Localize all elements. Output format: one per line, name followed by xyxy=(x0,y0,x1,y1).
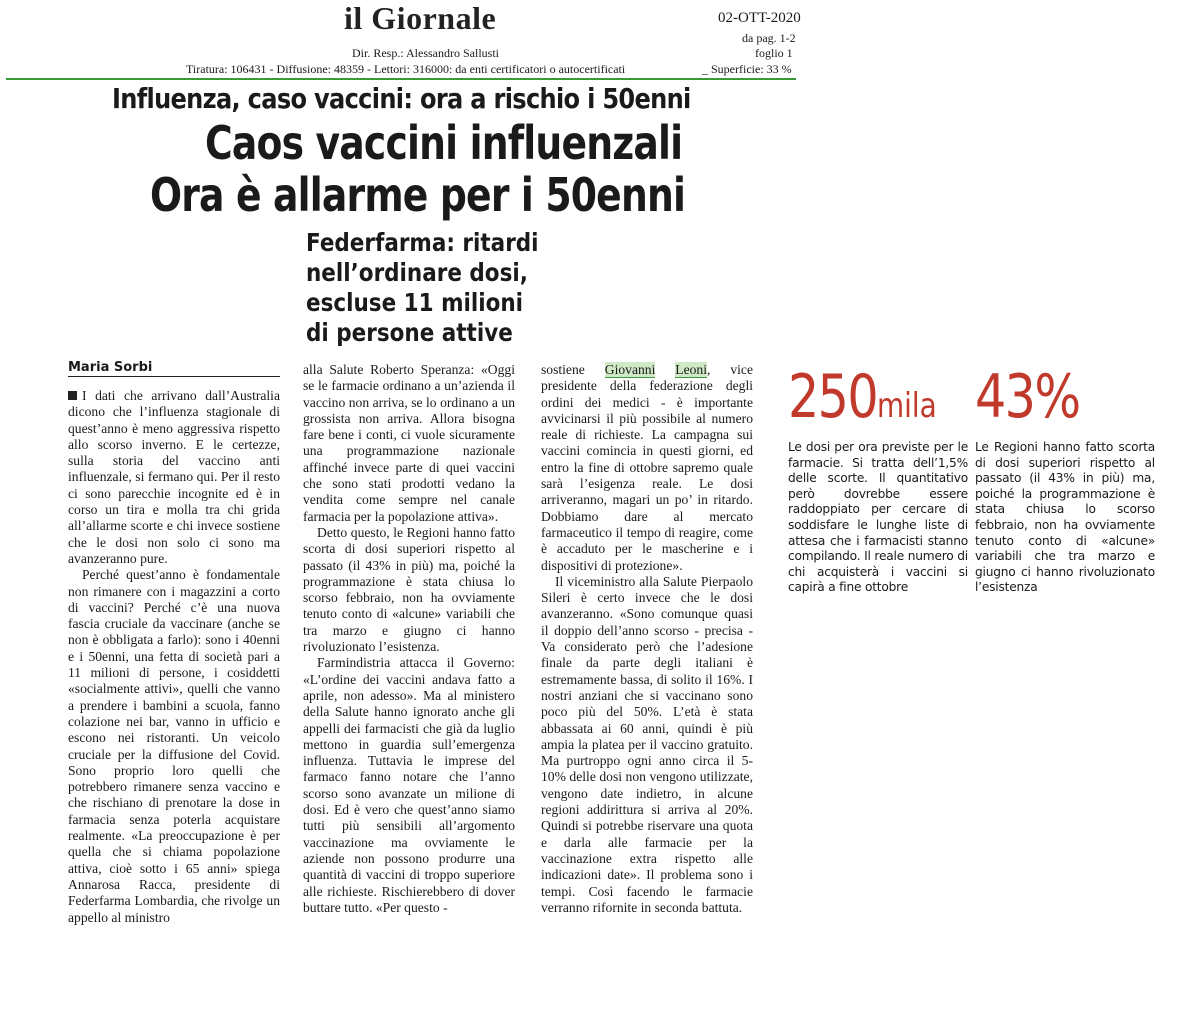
paragraph-text: sostiene xyxy=(541,362,605,377)
masthead-title: il Giornale xyxy=(344,0,497,36)
stat-number: 250 xyxy=(788,362,877,432)
paragraph: Farmindistria attacca il Governo: «L’ordine dei vaccini andava fatto a aprile, non adesso». Ma al ministero della Salute hanno ignorato anche gli appelli dei farmacisti che già da luglio mettono in guardia sull’emergenza influenza. Tuttavia le imprese del farmaco fanno notare che l’anno scorso sono avanzate un milione di dosi. Ed è vero che quest’anno siamo tutti più sensibili all’argomento vaccinazione ma ovviamente le aziende non possono produrre una quantità di vaccini di troppo superiore alle richieste. Rischierebbero di dover buttare tutto. «Per questo - xyxy=(303,655,515,915)
bullet-marker xyxy=(68,391,77,400)
paragraph: alla Salute Roberto Speranza: «Oggi se le farmacie ordinano a un’azienda il vaccino non arriva, se lo ordinano a un grossista non arriva. Allora bisogna fare bene i conti, ci vuole sicuramente una programmazione nazionale affinché invece parte di quei vaccini che sono stati prodotti vedano la vendita come sempre nel canale farmacia per la popolazione attiva». xyxy=(303,362,515,524)
paragraph xyxy=(68,388,280,567)
paragraph-text: I dati che arrivano dall’Australia dicono che l’influenza stagionale di quest’anno è meno aggressiva rispetto allo scorso inverno. E le certezze, sulla storia del vaccino anti influenzale, si fermano qui. Per il resto ci sono parecchie incognite ed è in corso un tira e molla tra chi grida all’allarme scorte e chi invece sostiene che le dosi non solo ci sono ma avanzeranno pure. xyxy=(68,388,280,566)
highlighted-name: Giovanni xyxy=(604,362,656,377)
paragraph: Il viceministro alla Salute Pierpaolo Sileri è certo invece che le dosi avanzeranno. «Sono comunque quasi il doppio dell’anno scorso - precisa - Va considerato però che l’adesione finale da parte degli italiani è estremamente bassa, di solito il 16%. I nostri anziani che si vaccinano sono poco più del 50%. L’età è stata abbassata ai 60 anni, quindi è più ampia la platea per il vaccino gratuito. Ma purtroppo ogni anno circa il 5-10% delle dosi non vengono utilizzate, vengono date indietro, in alcune regioni addirittura si arriva al 20%. Quindi si potrebbe riservare una quota e darla alle farmacie per la vaccinazione extra rispetto alle indicazioni date». Il problema sono i tempi. Così facendo le farmacie verranno rifornite in seconda battuta. xyxy=(541,573,753,915)
stat-unit: mila xyxy=(876,386,937,426)
headline-line-2: Ora è allarme per i 50enni xyxy=(150,168,686,222)
publication-date: 02-OTT-2020 xyxy=(718,10,801,26)
circulation-line: Tiratura: 106431 - Diffusione: 48359 - Lettori: 316000: da enti certificatori o autocertificati xyxy=(186,62,626,76)
editor-line: Dir. Resp.: Alessandro Sallusti xyxy=(352,46,499,60)
page-range: da pag. 1-2 xyxy=(742,31,796,45)
paragraph-text: , vice presidente della federazione degli ordini dei medici - è importante avvicinarsi il più possibile al numero reale di richieste. La campagna sui vaccini comincia in questi giorni, ed entro la fine di ottobre sapremo quale sarà l’esigenza reale. Le dosi arriveranno, magari un po’ in ritardo. Dobbiamo dare al mercato farmaceutico il tempo di reagire, come è accaduto per le mascherine e i dispositivi di protezione». xyxy=(541,362,753,573)
header-divider xyxy=(6,78,796,80)
subheadline xyxy=(306,228,539,348)
paragraph xyxy=(541,362,753,574)
paragraph: Perché quest’anno è fondamentale non rimanere con i magazzini a corto di vaccini? Perché c’è una nuova fascia cruciale da vaccinare (anche se non è obbligata a farlo): sono i 40enni e i 50enni, una fetta di società pari a 11 milioni di persone, i cosiddetti «socialmente attivi», quelli che vanno a prendere i bambini a scuola, fanno colazione nei bar, vanno in ufficio e escono nei ristoranti. Un veicolo cruciale per la diffusione del Covid. Sono proprio loro quelli che potrebbero rimanere senza vaccino e che rischiano di prenotare la dose in farmacia senza poterla acquistare realmente. «La preoccupazione è per quella che si chiama popolazione attiva, cioè sotto i 65 anni» spiega Annarosa Racca, presidente di Federfarma Lombardia, che rivolge un appello al ministro xyxy=(68,567,280,925)
article-kicker: Influenza, caso vaccini: ora a rischio i 50enni xyxy=(112,82,691,115)
article-column-1 xyxy=(68,388,280,926)
stat-250mila-description: Le dosi per ora previste per le farmacie. Si tratta dell’1,5% delle scorte. Il quantitativo però dovrebbe essere raddoppiato per cercare di soddisfare le lunghe liste di attesa che i farmacisti stanno compilando. Il reale numero di chi acquisterà i vaccini si capirà a fine ottobre xyxy=(788,440,968,595)
stat-250mila xyxy=(788,362,937,432)
sheet-number: foglio 1 xyxy=(755,46,793,60)
author-byline: Maria Sorbi xyxy=(68,360,280,377)
paragraph: Detto questo, le Regioni hanno fatto scorta di dosi superiori rispetto al passato (il 43% in più) ma, poiché la programmazione è stata chiusa lo scorso febbraio, non ha ovviamente tenuto conto di «alcune» variabili che tra marzo e giugno ci hanno rivoluzionato l’esistenza. xyxy=(303,524,515,655)
article-column-3 xyxy=(541,362,753,916)
stat-43-percent: 43% xyxy=(975,362,1080,432)
headline-line-1: Caos vaccini influenzali xyxy=(205,116,683,170)
subhead-line: Federfarma: ritardi xyxy=(306,228,539,257)
subhead-line: escluse 11 milioni xyxy=(306,288,524,317)
stat-43-percent-description: Le Regioni hanno fatto scorta di dosi superiori rispetto al passato (il 43% in più) ma, poiché la programmazione è stata chiusa lo scorso febbraio, non ha ovviamente tenuto conto di «alcune» variabili che tra marzo e giugno ci hanno rivoluzionato l’esistenza xyxy=(975,440,1155,595)
subhead-line: nell’ordinare dosi, xyxy=(306,258,528,287)
subhead-line: di persone attive xyxy=(306,318,513,347)
article-column-2 xyxy=(303,362,515,916)
highlighted-name: Leoni xyxy=(675,362,708,377)
surface-percentage: _ Superficie: 33 % xyxy=(702,62,792,76)
